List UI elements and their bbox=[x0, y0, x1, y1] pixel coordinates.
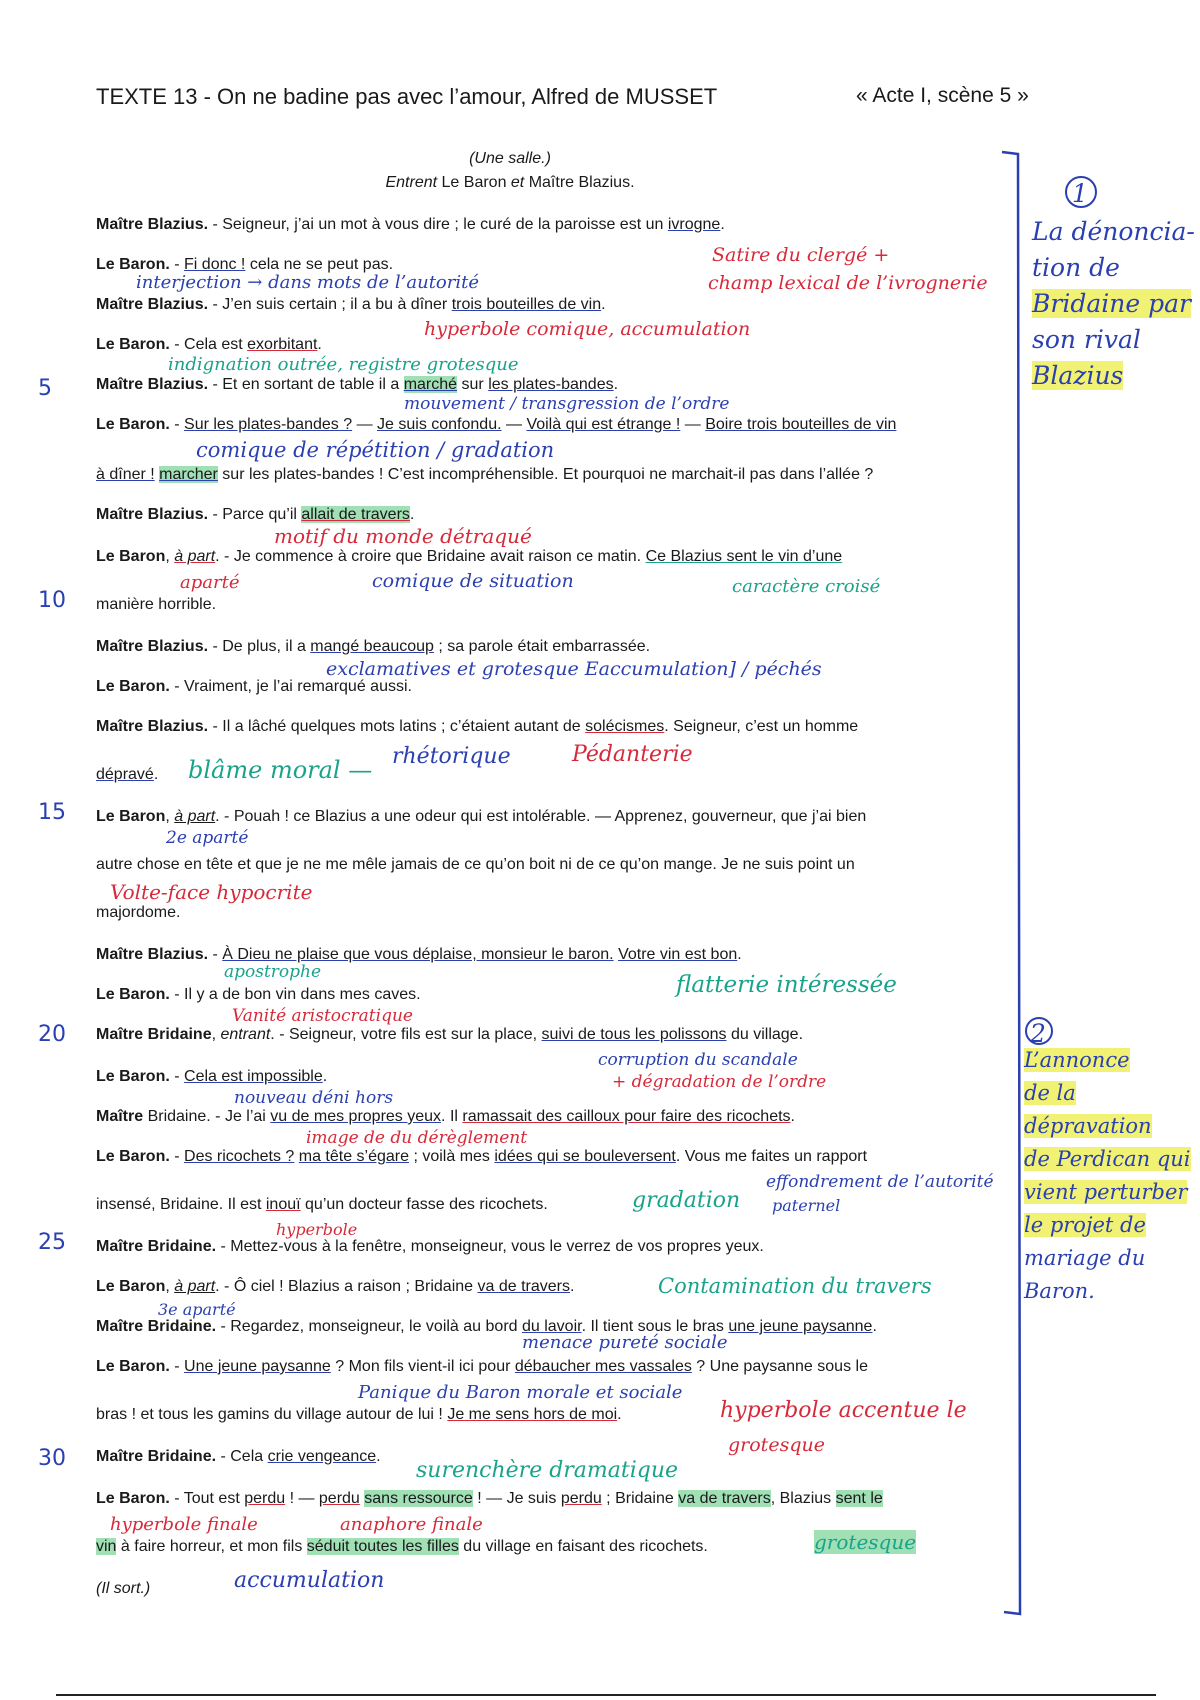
circle-mark-icon bbox=[1024, 1014, 1056, 1048]
dialogue-line: à dîner ! marcher sur les plates-bandes ! C’est incompréhensible. Et pourquoi ne marchait-il pas dans l’allée ? bbox=[96, 466, 874, 483]
annotation: indignation outrée, registre grotesque bbox=[168, 354, 519, 375]
annotation: + dégradation de l’ordre bbox=[612, 1072, 827, 1092]
dialogue-line: Le Baron. - Fi donc ! cela ne se peut pas. bbox=[96, 256, 394, 273]
act-scene-label: « Acte I, scène 5 » bbox=[856, 84, 1029, 107]
annotation: interjection → dans mots de l’autorité bbox=[136, 272, 480, 293]
dialogue-line: insensé, Bridaine. Il est inouï qu’un docteur fasse des ricochets. bbox=[96, 1196, 548, 1213]
dialogue-line: Le Baron. - Vraiment, je l’ai remarqué aussi. bbox=[96, 678, 412, 695]
dialogue-line: Maître Blazius. - J’en suis certain ; il a bu à dîner trois bouteilles de vin. bbox=[96, 296, 606, 313]
dialogue-line: Maître Blazius. - Et en sortant de table il a marché sur les plates-bandes. bbox=[96, 376, 619, 393]
annotation: hyperbole comique, accumulation bbox=[424, 318, 751, 340]
annotation: Contamination du travers bbox=[658, 1274, 932, 1298]
dialogue-line: Le Baron. - Des ricochets ? ma tête s’égare ; voilà mes idées qui se bouleversent. Vous me faites un rapport bbox=[96, 1148, 868, 1165]
dialogue-line: Maître Blazius. - Parce qu’il allait de travers. bbox=[96, 506, 415, 523]
annotation: surenchère dramatique bbox=[416, 1458, 679, 1483]
dialogue-line: Maître Blazius. - Seigneur, j’ai un mot à vous dire ; le curé de la paroisse est un ivrogne. bbox=[96, 216, 725, 233]
section-2-note: L’annonce de la dépravation de Perdican qui vient perturber le projet de mariage du Baron. bbox=[1024, 1048, 1191, 1303]
annotation: accumulation bbox=[234, 1568, 385, 1593]
dialogue-line: majordome. bbox=[96, 904, 181, 921]
annotation: mouvement / transgression de l’ordre bbox=[404, 394, 730, 414]
dialogue-line: manière horrible. bbox=[96, 596, 217, 613]
dialogue-line: Le Baron, à part. - Je commence à croire que Bridaine avait raison ce matin. Ce Blazius sent le vin d’une bbox=[96, 548, 843, 565]
annotation: apostrophe bbox=[224, 962, 322, 982]
section-2-number: 2 bbox=[1030, 1016, 1046, 1052]
annotation: effondrement de l’autorité bbox=[766, 1172, 994, 1192]
dialogue-line: Maître Bridaine. - Regardez, monseigneur, le voilà au bord du lavoir. Il tient sous le bras une jeune paysanne. bbox=[96, 1318, 877, 1335]
dialogue-line: Le Baron. - Une jeune paysanne ? Mon fils vient-il ici pour débaucher mes vassales ? Une paysanne sous le bbox=[96, 1358, 868, 1375]
line-number: 15 bbox=[38, 800, 66, 825]
dialogue-line: Le Baron. - Sur les plates-bandes ? — Je suis confondu. — Voilà qui est étrange ! — Boire trois bouteilles de vin bbox=[96, 416, 897, 433]
line-number: 20 bbox=[38, 1022, 66, 1047]
annotation: 3e aparté bbox=[158, 1300, 236, 1319]
dialogue-line: Le Baron. - Cela est exorbitant. bbox=[96, 336, 322, 353]
annotation: motif du monde détraqué bbox=[274, 524, 532, 548]
annotation: Volte-face hypocrite bbox=[110, 880, 313, 904]
annotation: gradation bbox=[632, 1188, 741, 1213]
annotation: hyperbole bbox=[276, 1220, 358, 1239]
footer-rule bbox=[56, 1694, 1156, 1696]
dialogue-line: dépravé. bbox=[96, 766, 159, 783]
annotation: grotesque bbox=[728, 1434, 825, 1456]
annotation: rhétorique bbox=[392, 744, 511, 769]
annotation: aparté bbox=[180, 572, 240, 593]
dialogue-line: Le Baron. - Il y a de bon vin dans mes caves. bbox=[96, 986, 421, 1003]
line-number: 30 bbox=[38, 1446, 66, 1471]
annotation: Panique du Baron morale et sociale bbox=[358, 1382, 683, 1403]
annotation: flatterie intéressée bbox=[676, 972, 897, 998]
dialogue-line: Le Baron, à part. - Ô ciel ! Blazius a raison ; Bridaine va de travers. bbox=[96, 1278, 575, 1295]
dialogue-line: Maître Bridaine. - Cela crie vengeance. bbox=[96, 1448, 381, 1465]
annotation: anaphore finale bbox=[340, 1514, 483, 1535]
section-1-note: La dénoncia- tion de Bridaine par son rival Blazius bbox=[1032, 217, 1195, 390]
dialogue-line: Maître Bridaine. - Je l’ai vu de mes propres yeux. Il ramassait des cailloux pour faire des ricochets. bbox=[96, 1108, 795, 1125]
dialogue-line: autre chose en tête et que je ne me mêle jamais de ce qu’on boit ni de ce qu’on mange. Je ne suis point un bbox=[96, 856, 855, 873]
stage-exit: (Il sort.) bbox=[96, 1580, 151, 1597]
annotation: Satire du clergé + bbox=[712, 244, 890, 266]
dialogue-line: Le Baron. - Cela est impossible. bbox=[96, 1068, 328, 1085]
annotation: corruption du scandale bbox=[598, 1050, 798, 1070]
annotation: grotesque bbox=[814, 1530, 917, 1554]
annotation: nouveau déni hors bbox=[234, 1088, 394, 1108]
dialogue-line: Le Baron. - Tout est perdu ! — perdu sans ressource ! — Je suis perdu ; Bridaine va de travers, Blazius sent le bbox=[96, 1490, 883, 1507]
annotation: exclamatives et grotesque Eaccumulation] / péchés bbox=[326, 658, 822, 680]
annotation: hyperbole accentue le bbox=[720, 1398, 967, 1423]
line-number: 10 bbox=[38, 588, 66, 613]
stage-setting: (Une salle.) bbox=[469, 150, 551, 167]
section-1-number: 1 bbox=[1072, 176, 1088, 212]
annotation: Vanité aristocratique bbox=[232, 1006, 413, 1026]
annotation: menace pureté sociale bbox=[522, 1332, 728, 1353]
dialogue-line: Le Baron, à part. - Pouah ! ce Blazius a une odeur qui est intolérable. — Apprenez, gouverneur, que j’ai bien bbox=[96, 808, 867, 825]
annotation: caractère croisé bbox=[732, 576, 881, 597]
line-number: 5 bbox=[38, 376, 52, 401]
annotation: comique de répétition / gradation bbox=[196, 438, 555, 462]
dialogue-line: Maître Bridaine. - Mettez-vous à la fenêtre, monseigneur, vous le verrez de vos propres yeux. bbox=[96, 1238, 764, 1255]
dialogue-line: Maître Blazius. - À Dieu ne plaise que vous déplaise, monsieur le baron. Votre vin est bon. bbox=[96, 946, 742, 963]
annotation: champ lexical de l’ivrognerie bbox=[708, 272, 988, 294]
annotation: blâme moral — bbox=[188, 756, 373, 784]
dialogue-line: bras ! et tous les gamins du village autour de lui ! Je me sens hors de moi. bbox=[96, 1406, 622, 1423]
annotation: hyperbole finale bbox=[110, 1514, 258, 1535]
annotation: image de du dérèglement bbox=[306, 1128, 528, 1148]
document-title: TEXTE 13 - On ne badine pas avec l’amour, Alfred de MUSSET bbox=[96, 84, 718, 109]
dialogue-line: Maître Blazius. - De plus, il a mangé beaucoup ; sa parole était embarrassée. bbox=[96, 638, 651, 655]
annotation: Pédanterie bbox=[572, 742, 693, 767]
dialogue-line: Maître Bridaine, entrant. - Seigneur, votre fils est sur la place, suivi de tous les polissons du village. bbox=[96, 1026, 804, 1043]
circle-mark-icon bbox=[1064, 174, 1100, 210]
annotation: 2e aparté bbox=[166, 828, 249, 848]
margin-bracket bbox=[1000, 148, 1030, 1618]
line-number: 25 bbox=[38, 1230, 66, 1255]
stage-entrance: Entrent Le Baron et Maître Blazius. bbox=[385, 174, 635, 191]
dialogue-line: vin à faire horreur, et mon fils séduit toutes les filles du village en faisant des ricochets. bbox=[96, 1538, 708, 1555]
annotation: paternel bbox=[772, 1196, 841, 1215]
annotation: comique de situation bbox=[372, 570, 574, 592]
dialogue-line: Maître Blazius. - Il a lâché quelques mots latins ; c’étaient autant de solécismes. Seigneur, c’est un homme bbox=[96, 718, 859, 735]
